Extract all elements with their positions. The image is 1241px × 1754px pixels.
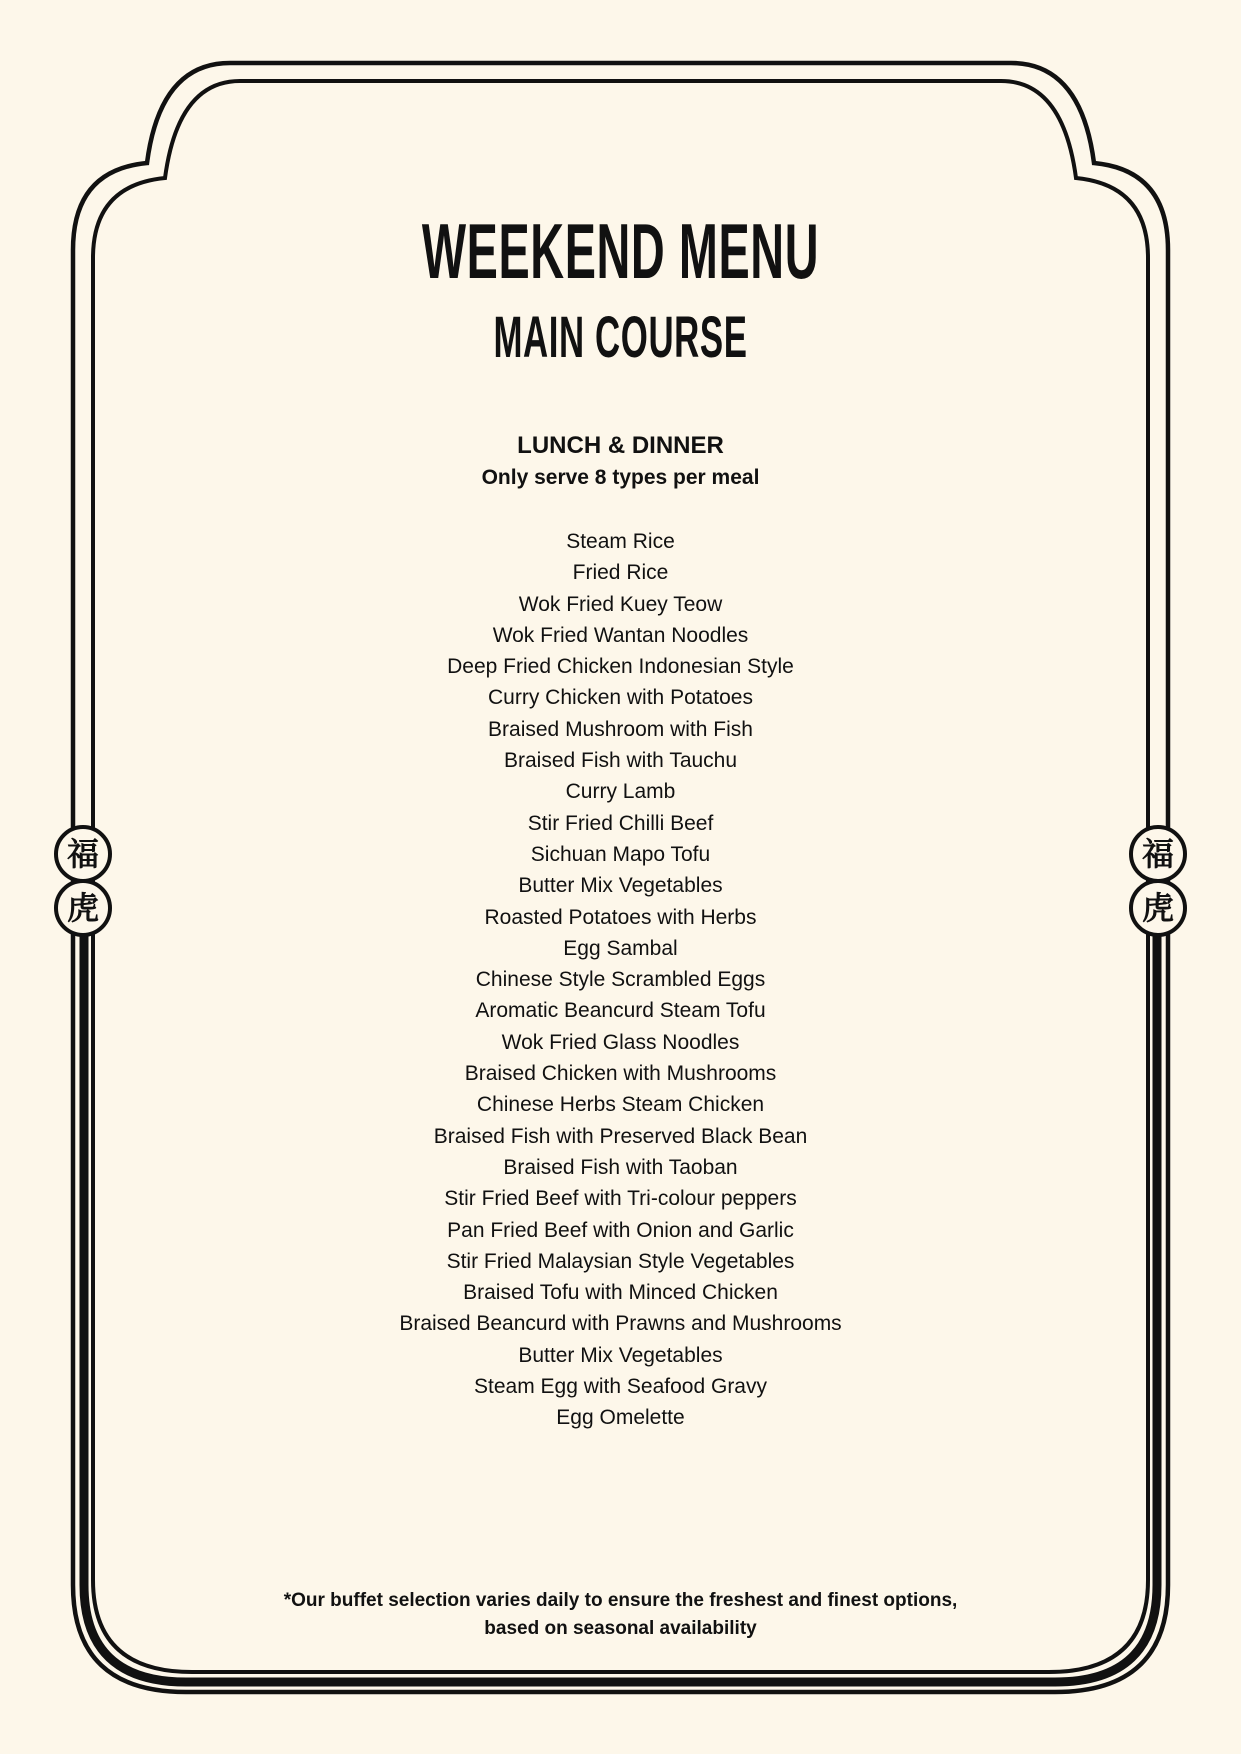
footer-disclaimer xyxy=(0,1587,1241,1643)
dish-item: Egg Omelette xyxy=(556,1406,685,1430)
emblem-left-char-top: 福 xyxy=(54,825,112,883)
dish-item: Braised Fish with Preserved Black Bean xyxy=(433,1124,808,1148)
section-note: Only serve 8 types per meal xyxy=(481,466,760,489)
dish-item: Stir Fried Chilli Beef xyxy=(527,811,714,835)
dish-item: Braised Mushroom with Fish xyxy=(488,717,753,741)
dish-item: Wok Fried Wantan Noodles xyxy=(492,623,749,647)
dish-item: Steam Egg with Seafood Gravy xyxy=(474,1375,767,1399)
dish-item: Stir Fried Beef with Tri-colour peppers xyxy=(444,1187,797,1211)
dish-item: Wok Fried Kuey Teow xyxy=(518,592,723,616)
dish-item: Chinese Herbs Steam Chicken xyxy=(476,1093,765,1117)
dish-item: Stir Fried Malaysian Style Vegetables xyxy=(446,1249,795,1273)
dish-item: Braised Beancurd with Prawns and Mushrooms xyxy=(399,1312,842,1336)
dish-item: Braised Chicken with Mushrooms xyxy=(464,1062,777,1086)
footer-line-1: *Our buffet selection varies daily to ensure the freshest and finest options, xyxy=(283,1590,958,1611)
dish-list xyxy=(0,526,1241,1434)
dish-item: Steam Rice xyxy=(566,530,675,553)
dish-item: Deep Fried Chicken Indonesian Style xyxy=(447,655,794,679)
section-heading: LUNCH & DINNER xyxy=(517,432,724,459)
dish-item: Chinese Style Scrambled Eggs xyxy=(475,968,766,992)
dish-item: Braised Fish with Taoban xyxy=(503,1155,738,1179)
dish-item: Pan Fried Beef with Onion and Garlic xyxy=(447,1218,794,1242)
dish-item: Wok Fried Glass Noodles xyxy=(501,1030,740,1054)
dish-item: Butter Mix Vegetables xyxy=(518,874,723,898)
dish-item: Egg Sambal xyxy=(563,936,678,960)
dish-item: Curry Chicken with Potatoes xyxy=(488,686,753,710)
menu-title: WEEKEND MENU xyxy=(421,207,820,295)
emblem-right-char-top: 福 xyxy=(1129,825,1187,883)
dish-item: Sichuan Mapo Tofu xyxy=(530,842,711,866)
dish-item: Braised Tofu with Minced Chicken xyxy=(463,1281,778,1305)
footer-line-2: based on seasonal availability xyxy=(484,1618,757,1639)
dish-item: Butter Mix Vegetables xyxy=(518,1343,723,1367)
dish-item: Fried Rice xyxy=(572,561,669,585)
emblem-right-char-bottom: 虎 xyxy=(1129,879,1187,937)
dish-item: Curry Lamb xyxy=(565,780,676,804)
dish-item: Roasted Potatoes with Herbs xyxy=(484,905,757,929)
dish-item: Braised Fish with Tauchu xyxy=(503,749,738,773)
menu-subtitle: MAIN COURSE xyxy=(493,305,748,370)
dish-item: Aromatic Beancurd Steam Tofu xyxy=(475,999,766,1023)
emblem-left-char-bottom: 虎 xyxy=(54,879,112,937)
